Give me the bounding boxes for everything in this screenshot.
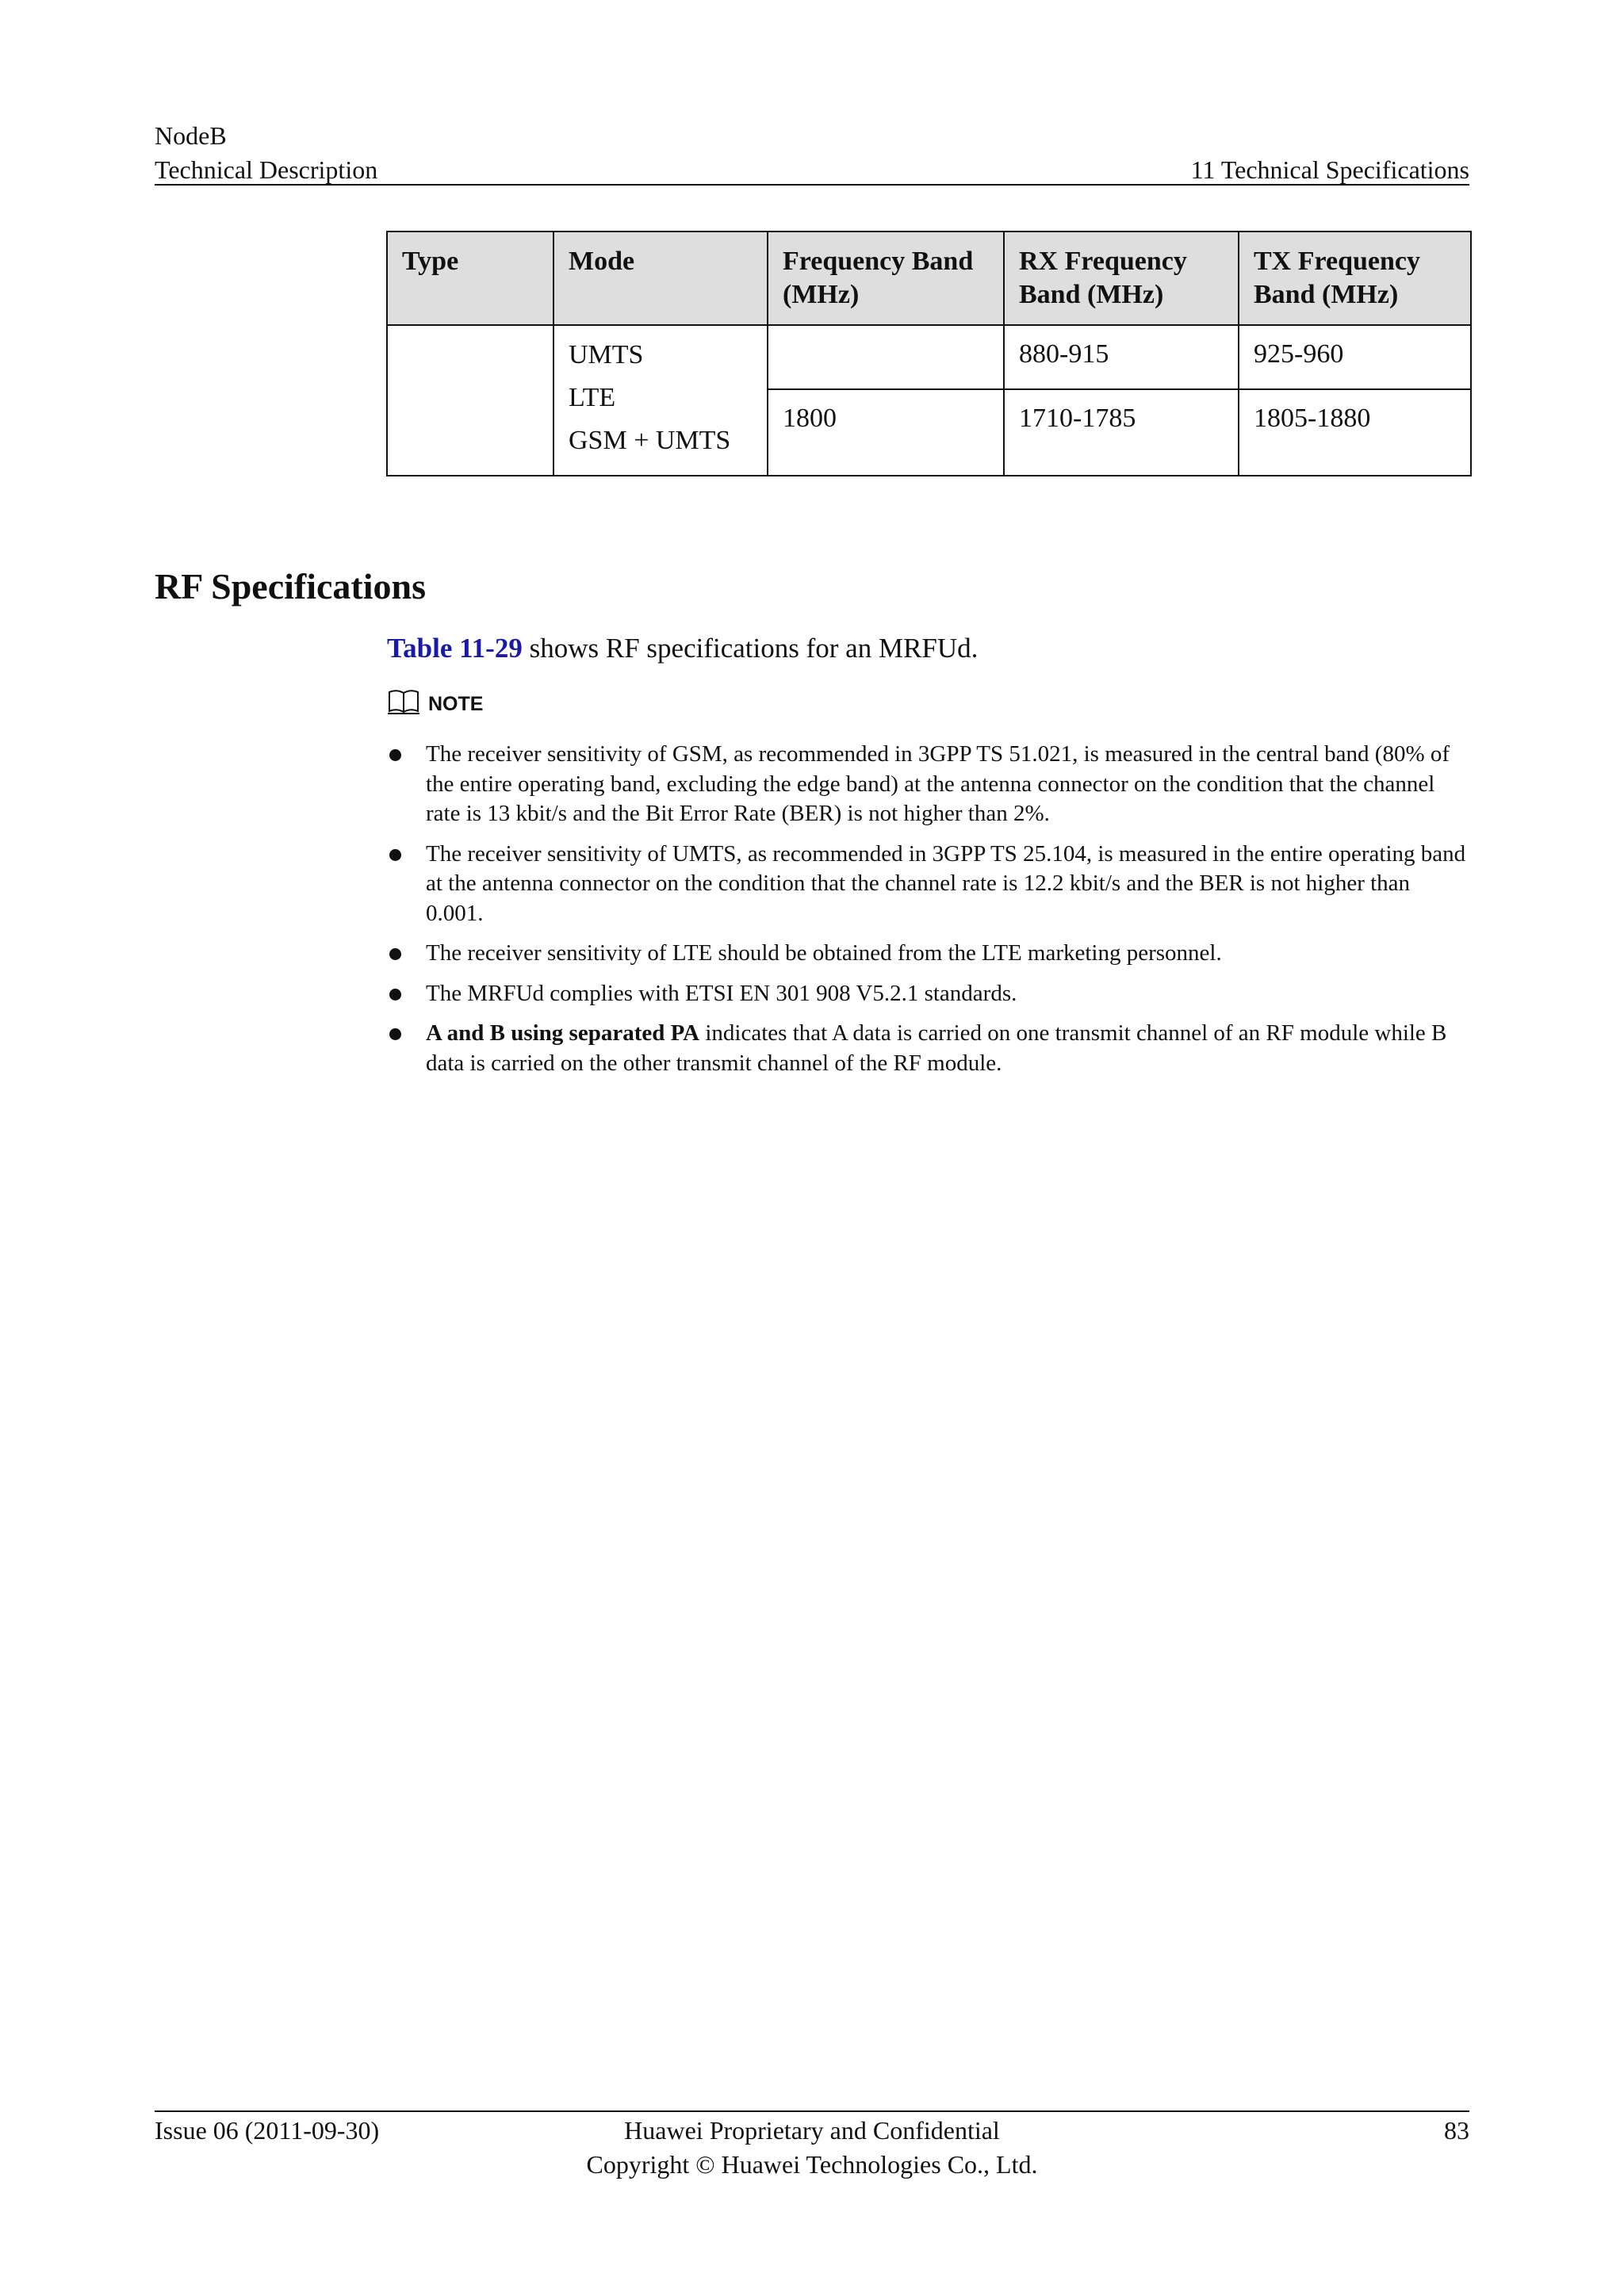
- rx-band-cell: 1710-1785: [1004, 389, 1239, 476]
- table-header-row: [387, 232, 1471, 325]
- mode-lte: LTE: [569, 383, 616, 412]
- note-list: [387, 740, 1472, 1089]
- header-chapter: 11 Technical Specifications: [1190, 155, 1469, 184]
- page-number: 83: [1444, 2116, 1469, 2145]
- mode-cell: [553, 325, 768, 476]
- footer-center: [0, 2114, 1624, 2182]
- header-doc-title: Technical Description: [155, 155, 378, 184]
- intro-text: shows RF specifications for an MRFUd.: [522, 633, 979, 664]
- footer-issue: Issue 06 (2011-09-30): [155, 2116, 380, 2145]
- list-item: The receiver sensitivity of UMTS, as recommended in 3GPP TS 25.104, is measured in the entire operating band at the antenna connector on the condition that the channel rate is 12.2 kbit/s and the BER is not higher than 0.001.: [387, 840, 1472, 929]
- column-header: TX Frequency Band (MHz): [1239, 232, 1471, 325]
- type-cell: [387, 325, 553, 476]
- frequency-band-cell: [768, 325, 1004, 389]
- section-intro: [387, 629, 978, 668]
- list-item: The MRFUd complies with ETSI EN 301 908 V5.2.1 standards.: [387, 979, 1472, 1009]
- bullet-icon: [389, 1028, 401, 1040]
- list-item: The receiver sensitivity of LTE should be obtained from the LTE marketing personnel.: [387, 939, 1472, 969]
- running-header-left: [155, 119, 377, 187]
- header-rule: [155, 184, 1469, 186]
- mode-gsm-umts: GSM + UMTS: [569, 426, 731, 455]
- mode-umts: UMTS: [569, 340, 644, 369]
- frequency-band-table: [386, 231, 1472, 476]
- note-label: NOTE: [428, 692, 484, 715]
- bullet-icon: [389, 849, 401, 861]
- bullet-icon: [389, 989, 401, 1001]
- table-row: [387, 325, 1471, 389]
- footer-rule: [155, 2110, 1469, 2112]
- table-reference-link[interactable]: Table 11-29: [387, 633, 523, 664]
- list-item: A and B using separated PA indicates that A data is carried on one transmit channel of an RF module while B data is carried on the other transmit channel of the RF module.: [387, 1019, 1472, 1078]
- book-icon: [387, 689, 420, 720]
- footer-confidential: Huawei Proprietary and Confidential: [624, 2116, 1000, 2145]
- bold-term: A and B using separated PA: [426, 1020, 700, 1046]
- column-header: Mode: [553, 232, 768, 325]
- tx-band-cell: 1805-1880: [1239, 389, 1471, 476]
- tx-band-cell: 925-960: [1239, 325, 1471, 389]
- column-header: Frequency Band (MHz): [768, 232, 1004, 325]
- rx-band-cell: 880-915: [1004, 325, 1239, 389]
- list-item: The receiver sensitivity of GSM, as recommended in 3GPP TS 51.021, is measured in the central band (80% of the entire operating band, excluding the edge band) at the antenna connector on the condition that the channel rate is 13 kbit/s and the Bit Error Rate (BER) is not higher than 2%.: [387, 740, 1472, 829]
- bullet-icon: [389, 948, 401, 960]
- note-heading: [387, 688, 483, 720]
- section-title: RF Specifications: [155, 566, 426, 607]
- frequency-band-cell: 1800: [768, 389, 1004, 476]
- footer-copyright: Copyright © Huawei Technologies Co., Ltd.: [586, 2150, 1038, 2179]
- column-header: Type: [387, 232, 553, 325]
- column-header: RX Frequency Band (MHz): [1004, 232, 1239, 325]
- header-product: NodeB: [155, 121, 227, 150]
- bullet-icon: [389, 749, 401, 761]
